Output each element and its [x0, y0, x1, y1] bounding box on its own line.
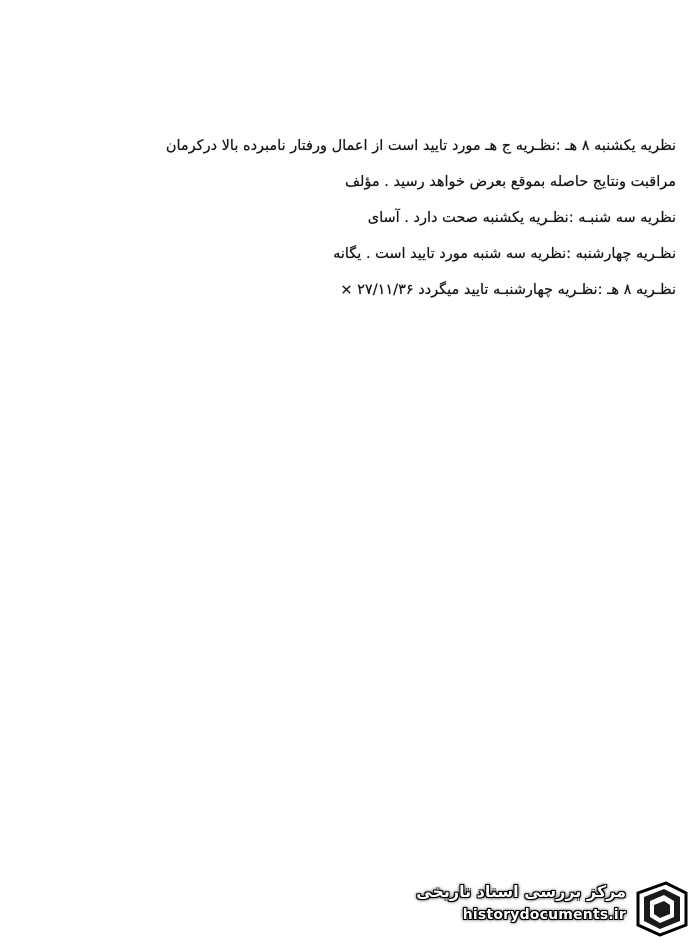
watermark [402, 879, 692, 939]
document-line: نظریه یکشنبه ۸ هـ :نظـریه ج هـ مورد تایید است از اعمال ورفتار نامبرده بالا درکرمان [165, 138, 676, 154]
document-line: مراقبت ونتایج حاصله بموقع بعرض خواهد رسید . مؤلف [344, 174, 676, 190]
watermark-url: historydocuments.ir [462, 907, 626, 923]
watermark-title: مرکز بررسی اسناد تاریخی [416, 882, 626, 901]
watermark-text [406, 881, 626, 927]
document-line: نظـریه ۸ هـ :نظـریه چهارشنبـه تایید میگردد ۲۷/۱۱/۳۶ × [340, 282, 676, 298]
document-line: نظریه سه شنبـه :نظـریه یکشنبه صحت دارد . آسای [367, 210, 676, 226]
book-logo-icon [630, 879, 692, 937]
document-body [20, 128, 676, 308]
document-line: نظـریه چهارشنبه :نظریه سه شنبه مورد تایید است . یگانه [333, 246, 676, 262]
